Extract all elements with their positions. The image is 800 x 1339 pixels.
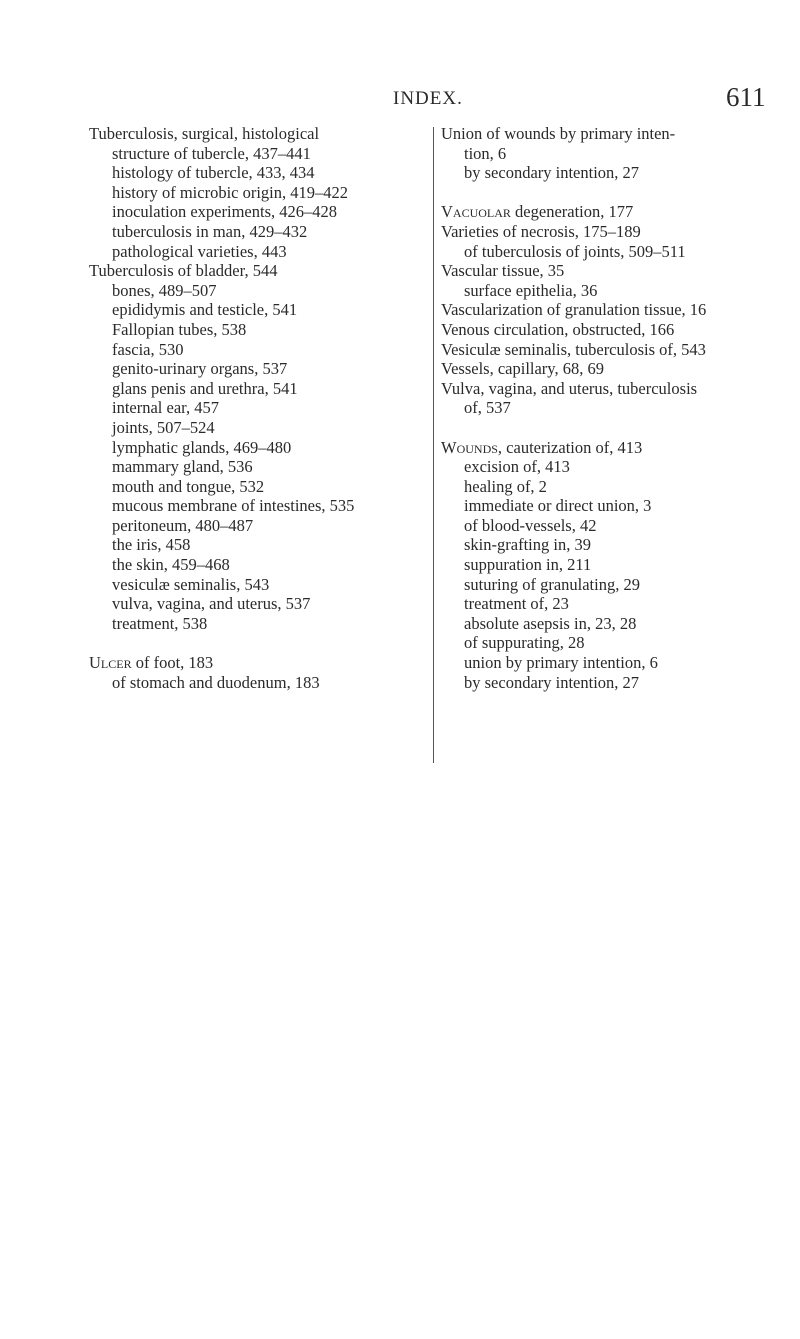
index-subentry: fascia, 530 [112, 339, 184, 359]
index-subentry: treatment of, 23 [464, 594, 569, 614]
index-column-left [89, 124, 429, 692]
index-heading-rest: degeneration, 177 [510, 202, 634, 222]
index-subentry: mucous membrane of intestines, 535 [112, 496, 355, 516]
index-subentry: by secondary intention, 27 [464, 672, 640, 692]
index-subentry: mouth and tongue, 532 [112, 476, 265, 496]
index-subentry: suturing of granulating, 29 [464, 574, 640, 594]
index-subentry: structure of tubercle, 437–441 [112, 143, 311, 163]
index-entry: Vesiculæ seminalis, tuberculosis of, 543 [441, 339, 706, 359]
index-entry: Vascularization of granulation tissue, 16 [441, 300, 707, 320]
index-subentry: the iris, 458 [112, 535, 191, 555]
column-divider [433, 127, 434, 763]
index-subentry: histology of tubercle, 433, 434 [112, 163, 315, 183]
index-entry: Vessels, capillary, 68, 69 [441, 359, 604, 379]
running-header-title: INDEX. [393, 88, 463, 109]
index-subentry: Fallopian tubes, 538 [112, 319, 247, 339]
index-subentry: treatment, 538 [112, 613, 208, 633]
index-subentry: genito-urinary organs, 537 [112, 359, 288, 379]
index-subentry: tuberculosis in man, 429–432 [112, 221, 308, 241]
index-subentry: by secondary intention, 27 [464, 163, 640, 183]
index-subentry: tion, 6 [464, 143, 507, 163]
index-subentry: suppuration in, 211 [464, 555, 592, 575]
index-heading-entry [441, 438, 781, 458]
index-entry: Tuberculosis, surgical, histological [89, 124, 320, 143]
index-subentry: healing of, 2 [464, 476, 547, 496]
index-subentry: mammary gland, 536 [112, 457, 253, 477]
index-entry: Union of wounds by primary inten- [441, 124, 676, 143]
index-subentry: of, 537 [464, 398, 511, 418]
index-entry: Varieties of necrosis, 175–189 [441, 221, 641, 241]
index-heading-entry [89, 653, 429, 673]
index-subentry: of blood-vessels, 42 [464, 515, 597, 535]
index-heading-word: Ulcer [89, 653, 132, 673]
index-subentry: joints, 507–524 [112, 417, 215, 437]
page-header [0, 82, 800, 122]
index-subentry: of stomach and duodenum, 183 [112, 672, 320, 692]
index-heading-word: Wounds [441, 437, 498, 457]
index-subentry: immediate or direct union, 3 [464, 496, 652, 516]
page-number: 611 [726, 82, 766, 112]
index-subentry: internal ear, 457 [112, 398, 220, 418]
index-subentry: lymphatic glands, 469–480 [112, 437, 292, 457]
index-entry: Vascular tissue, 35 [441, 261, 565, 281]
entry-spacer [441, 183, 781, 203]
index-subentry: excision of, 413 [464, 457, 570, 477]
index-subentry: of tuberculosis of joints, 509–511 [464, 241, 686, 261]
index-subentry: vulva, vagina, and uterus, 537 [112, 594, 311, 614]
index-entry: Tuberculosis of bladder, 544 [89, 261, 278, 281]
index-subentry: absolute asepsis in, 23, 28 [464, 613, 637, 633]
index-subentry: inoculation experiments, 426–428 [112, 202, 337, 222]
index-heading-word: Vacuolar [441, 202, 511, 222]
index-subentry: history of microbic origin, 419–422 [112, 182, 349, 202]
index-entry: Vulva, vagina, and uterus, tuberculosis [441, 378, 698, 398]
index-subentry: bones, 489–507 [112, 280, 217, 300]
entry-spacer [89, 633, 429, 653]
index-entry: Venous circulation, obstructed, 166 [441, 319, 675, 339]
index-subentry: skin-grafting in, 39 [464, 535, 591, 555]
index-heading-rest: of foot, 183 [131, 653, 214, 673]
index-subentry: epididymis and testicle, 541 [112, 300, 298, 320]
index-column-right [441, 124, 781, 692]
index-subentry: vesiculæ seminalis, 543 [112, 574, 270, 594]
index-subentry: pathological varieties, 443 [112, 241, 287, 261]
index-subentry: of suppurating, 28 [464, 633, 585, 653]
entry-spacer [441, 418, 781, 438]
index-subentry: surface epithelia, 36 [464, 280, 598, 300]
index-subentry: the skin, 459–468 [112, 555, 230, 575]
index-heading-entry [441, 202, 781, 222]
index-subentry: peritoneum, 480–487 [112, 515, 254, 535]
index-subentry: union by primary intention, 6 [464, 653, 658, 673]
index-heading-rest: , cauterization of, 413 [497, 437, 643, 457]
index-subentry: glans penis and urethra, 541 [112, 378, 298, 398]
